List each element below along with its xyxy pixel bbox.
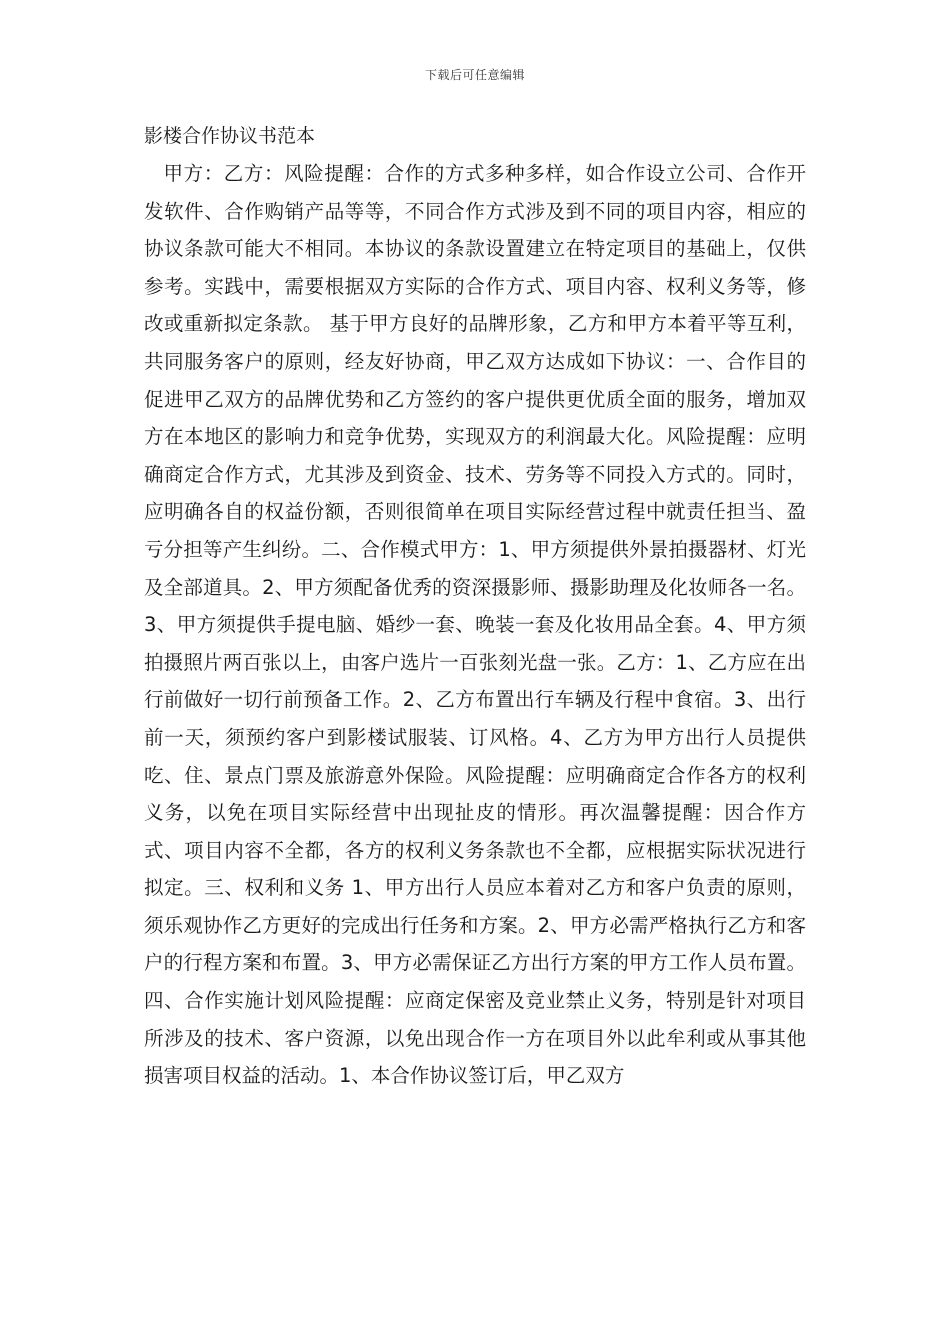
page-header-note: 下载后可任意编辑 — [424, 68, 525, 82]
document-title: 影楼合作协议书范本 — [144, 125, 316, 147]
document-body-paragraph: 甲方：乙方：风险提醒：合作的方式多种多样，如合作设立公司、合作开发软件、合作购销产品等等，不同合作方式涉及到不同的项目内容，相应的协议条款可能大不相同。本协议的条款设置建立在特定项目的基础上，仅供参考。实践中，需要根据双方实际的合作方式、项目内容、权利义务等，修改或重新拟定条款。 基于甲方良好的品牌形象，乙方和甲方本着平等互利，共同服务客户的原则，经友好协商，甲乙双方达成如下协议：一、合作目的促进甲乙双方的品牌优势和乙方签约的客户提供更优质全面的服务，增加双方在本地区的影响力和竞争优势，实现双方的利润最大化。风险提醒：应明确商定合作方式，尤其涉及到资金、技术、劳务等不同投入方式的。同时，应明确各自的权益份额，否则很简单在项目实际经营过程中就责任担当、盈亏分担等产生纠纷。二、合作模式甲方：1、甲方须提供外景拍摄器材、灯光及全部道具。2、甲方须配备优秀的资深摄影师、摄影助理及化妆师各一名。3、甲方须提供手提电脑、婚纱一套、晚装一套及化妆用品全套。4、甲方须拍摄照片两百张以上，由客户选片一百张刻光盘一张。乙方：1、乙方应在出行前做好一切行前预备工作。2、乙方布置出行车辆及行程中食宿。3、出行前一天，须预约客户到影楼试服装、订风格。4、乙方为甲方出行人员提供吃、住、景点门票及旅游意外保险。风险提醒：应明确商定合作各方的权利义务，以免在项目实际经营中出现扯皮的情形。再次温馨提醒：因合作方式、项目内容不全都，各方的权利义务条款也不全都，应根据实际状况进行拟定。三、权利和义务 1、甲方出行人员应本着对乙方和客户负责的原则，须乐观协作乙方更好的完成出行任务和方案。2、甲方必需严格执行乙方和客户的行程方案和布置。3、甲方必需保证乙方出行方案的甲方工作人员布置。四、合作实施计划风险提醒：应商定保密及竞业禁止义务，特别是针对项目所涉及的技术、客户资源，以免出现合作一方在项目外以此牟利或从事其他损害项目权益的活动。1、本合作协议签订后，甲乙双方 — [144, 162, 806, 1088]
